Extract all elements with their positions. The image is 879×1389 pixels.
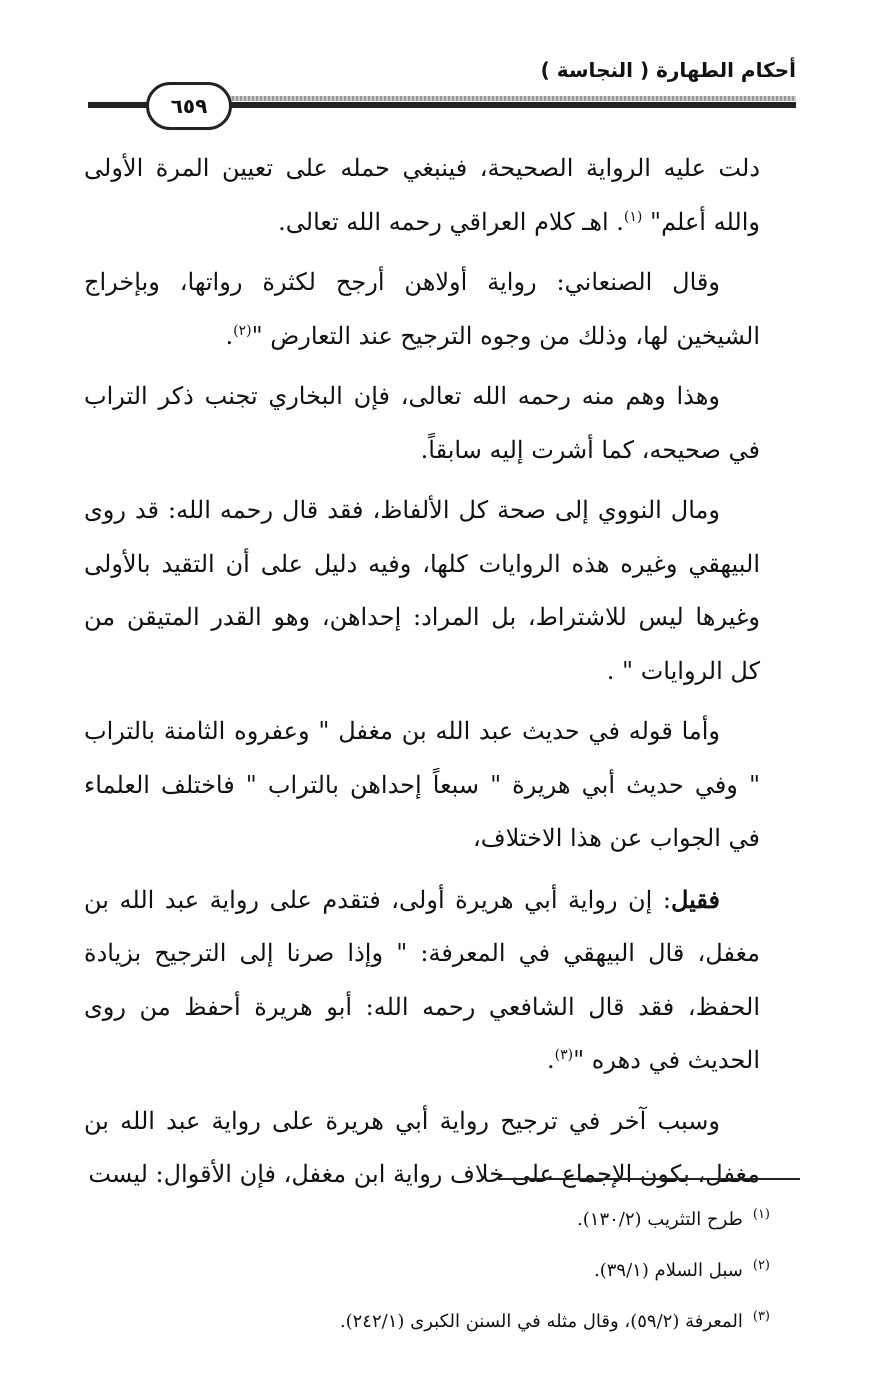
footnote-text: طرح التثريب (١٣٠/٢). xyxy=(577,1209,743,1230)
body-text xyxy=(84,142,760,1209)
footnotes xyxy=(230,1192,770,1345)
paragraph-1-text: دلت عليه الرواية الصحيحة، فينبغي حمله على تعيين المرة الأولى والله أعلم" xyxy=(84,154,761,236)
paragraph-6 xyxy=(84,873,760,1088)
footnote-number: (٣) xyxy=(752,1309,770,1324)
footnote-number: (١) xyxy=(752,1207,770,1222)
footnote-text: سبل السلام (٣٩/١). xyxy=(593,1260,743,1281)
footnote-number: (٢) xyxy=(752,1258,770,1273)
paragraph-2-end: . xyxy=(225,321,234,350)
footnote-text: المعرفة (٥٩/٢)، وقال مثله في السنن الكبرى (٢٤٢/١). xyxy=(339,1311,743,1332)
footnote-ref-1: (١) xyxy=(623,208,643,225)
paragraph-7: وسبب آخر في ترجيح رواية أبي هريرة على رواية عبد الله بن مغفل، بكون الإجماع على خلاف رواية ابن مغفل، فإن الأقوال: ليست xyxy=(84,1106,760,1188)
footnote-3 xyxy=(230,1294,770,1345)
footnote-1 xyxy=(230,1192,770,1243)
paragraph-6-lead: فقيل xyxy=(670,884,720,914)
paragraph-3: وهذا وهم منه رحمه الله تعالى، فإن البخاري تجنب ذكر التراب في صحيحه، كما أشرت إليه سابقاً. xyxy=(84,382,760,464)
paragraph-1 xyxy=(84,142,760,249)
footnote-ref-2: (٢) xyxy=(233,322,252,339)
paragraph-2 xyxy=(84,256,760,363)
paragraph-6-text: : إن رواية أبي هريرة أولى، فتقدم على رواية عبد الله بن مغفل، قال البيهقي في المعرفة: " وإذا صرنا إلى الترجيح بزيادة الحفظ، فقد قال الشافعي رحمه الله: أبو هريرة أحفظ من روى الحديث في دهره " xyxy=(84,885,760,1074)
paragraph-1-end: . اهـ كلام العراقي رحمه الله تعالى. xyxy=(278,207,624,236)
paragraph-5: وأما قوله في حديث عبد الله بن مغفل " وعفروه الثامنة بالتراب " وفي حديث أبي هريرة " سبعاً إحداهن بالتراب " فاختلف العلماء في الجواب عن هذا الاختلاف، xyxy=(84,717,760,852)
footnote-separator xyxy=(498,1178,800,1180)
paragraph-2-text: وقال الصنعاني: رواية أولاهن أرجح لكثرة رواتها، وبإخراج الشيخين لها، وذلك من وجوه الترجيح عند التعارض " xyxy=(84,268,760,350)
footnote-ref-3: (٣) xyxy=(554,1047,574,1063)
page-header xyxy=(88,50,796,118)
paragraph-6-end: . xyxy=(547,1046,555,1074)
running-title: أحكام الطهارة ( النجاسة ) xyxy=(540,58,796,82)
page-number: ٦٥٩ xyxy=(146,82,232,130)
footnote-2 xyxy=(230,1243,770,1294)
header-rule-texture xyxy=(228,96,796,101)
paragraph-4: ومال النووي إلى صحة كل الألفاظ، فقد قال رحمه الله: قد روى البيهقي وغيره هذه الروايات كلها، وفيه دليل على أن التقيد بالأولى وغيرها ليس للاشتراط، بل المراد: إحداهن، وهو القدر المتيقن من كل الروايات " . xyxy=(84,496,760,685)
